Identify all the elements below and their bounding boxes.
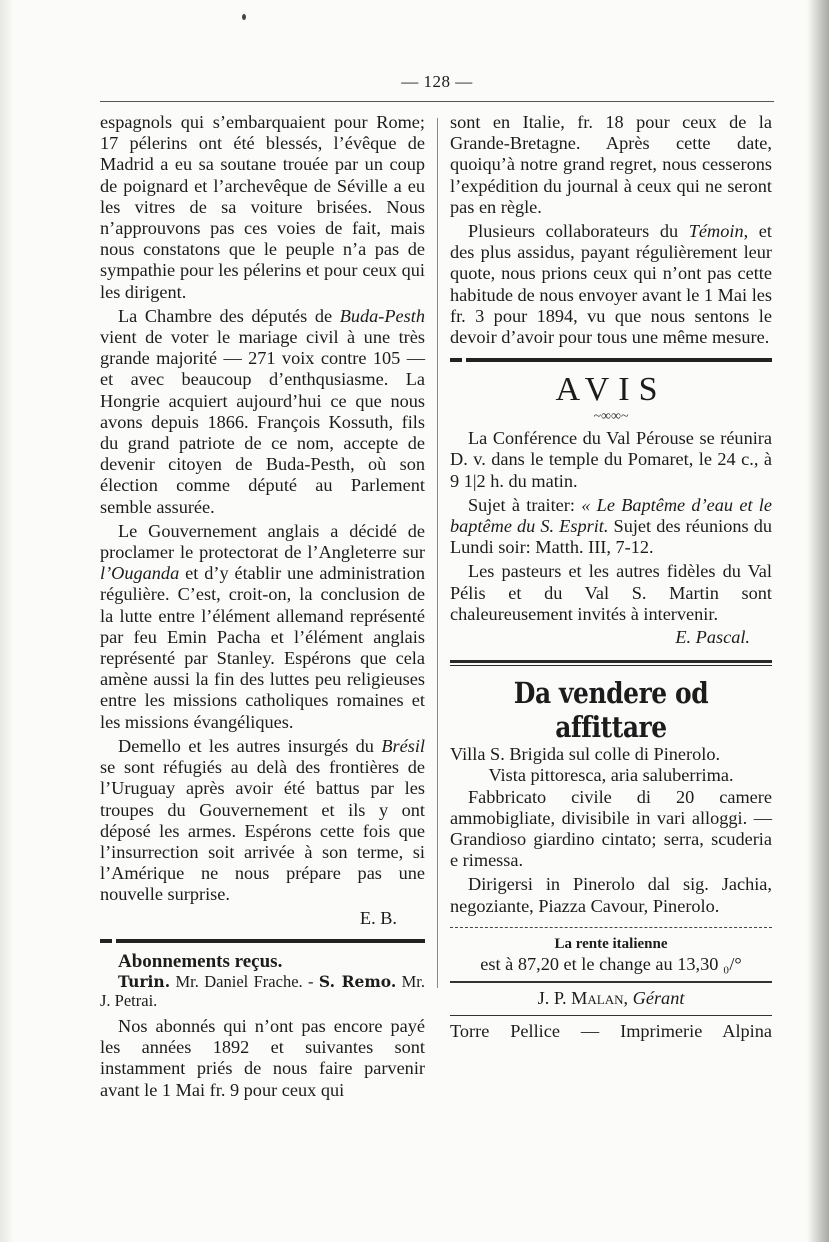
article-uganda-text-a: Le Gouvernement anglais a décidé de proclamer le protectorat de l’Angleterre sur xyxy=(100,520,425,563)
article-budapest-text-a: La Chambre des députés de xyxy=(118,305,340,326)
article-brazil-text-b: se sont réfugiés au delà des frontières de l’Uruguay après avoir été battus par les troupes du Gouvernement et ils y ont déposé les armes. Espérons cette fois que l’insurrection soit arrivée à son terme, si l’Amérique ne nous prépare pas une nouvelle surprise. xyxy=(100,757,425,905)
right-column xyxy=(450,112,772,1043)
subscription-notice-cont: sont en Italie, fr. 18 pour ceux de la Grande-Bretagne. Après cette date, quoiqu’à notre grand regret, nous cesserons l’expédition du journal à ceux qui ne seront pas en règle. xyxy=(450,112,772,217)
avis-subject-text: Sujet des réunions du Lundi soir: Matth. III, 7-12. xyxy=(450,516,772,558)
article-budapest-place: Buda-Pesth xyxy=(339,305,425,326)
column-divider xyxy=(437,118,438,988)
section-rule xyxy=(450,358,772,362)
article-brazil-place: Brésil xyxy=(381,735,425,756)
avis-signature: E. Pascal. xyxy=(675,627,750,648)
gerant-role: Gérant xyxy=(632,987,685,1008)
ad-line-1: Villa S. Brigida sul colle di Pinerolo. xyxy=(450,744,721,765)
collaborators-text-a: Plusieurs collaborateurs du xyxy=(468,221,689,242)
avis-conference: La Conférence du Val Pérouse se réunira D. v. dans le temple du Pomaret, le 24 c., à 9 1|2 h. du matin. xyxy=(450,428,772,491)
abonnement-name-2: Mr. J. Petrai. xyxy=(100,971,426,1010)
avis-subject-title: « Le Baptême d’eau et le baptême du S. Esprit. xyxy=(450,494,772,537)
section-rule-thin xyxy=(450,981,772,983)
abonnement-city-sremo: S. Remo. xyxy=(318,971,397,991)
page-edge-shadow-right xyxy=(807,0,829,1242)
ad-title: Da vendere od affittare xyxy=(513,676,709,745)
gerant-name: J. P. Malan, xyxy=(537,987,629,1008)
avis-subject-label: Sujet à traiter: xyxy=(468,494,582,515)
article-brazil-text-a: Demello et les autres insurgés du xyxy=(118,735,382,756)
ornament-icon: ~∞∞~ xyxy=(593,409,629,425)
collaborators-text-b: , et des plus assidus, payant régulièrement leur quote, nous prions ceux qui n’ont pas cette habitude de nous envoyer avant le 1 Mai les fr. 3 pour 1894, vu que nous sentons le devoir d’avoir pour tous une même mesure. xyxy=(450,221,773,348)
abonnements-list xyxy=(100,972,425,1010)
left-column xyxy=(100,112,425,1101)
avis-invitation: Les pasteurs et les autres fidèles du Val Pélis et du Val S. Martin sont chaleureusement invités à intervenir. xyxy=(450,561,772,624)
abonnements-title: Abonnements reçus. xyxy=(118,950,283,972)
imprint: Torre Pellice — Imprimerie Alpina xyxy=(450,1021,772,1042)
article-uganda-text-b: et d’y établir une administration régulière. C’est, croit-on, la conclusion de la lutte entre l’élément allemand représenté par feu Emin Pacha et l’élément anglais représenté par Stanley. Espérons que cela amène aussi la fin des luttes peu religieuses entre les missions catholiques romaines et les missions évangéliques. xyxy=(100,563,425,732)
avis-subject xyxy=(450,495,772,559)
page-edge-shadow-left xyxy=(0,0,14,1242)
journal-name: Témoin xyxy=(688,221,744,242)
article-pilgrims: espagnols qui s’embarquaient pour Rome; 17 pélerins ont été blessés, l’évêque de Madrid a eu sa soutane trouée par un coup de poignard et l’archevêque de Séville a eu les vitres de sa voiture brisées. Nous n’approuvons pas ces voies de fait, mais nous constatons que le peuple n’a pas de sympathie pour les pélerins et pour ceux qui les dirigent. xyxy=(100,112,425,302)
section-rule xyxy=(100,939,425,943)
article-uganda xyxy=(100,521,425,733)
ink-speck xyxy=(242,14,246,20)
percent-sign: ₀/° xyxy=(722,953,742,974)
article-brazil xyxy=(100,736,425,906)
rente-text xyxy=(450,954,772,975)
ad-line-2: Vista pittoresca, aria saluberrima. xyxy=(488,765,734,786)
abonnement-name-1: Mr. Daniel Frache. - xyxy=(170,971,319,991)
article-uganda-place: l’Ouganda xyxy=(100,563,180,584)
article-budapest xyxy=(100,306,425,518)
page-number: — 128 — xyxy=(401,72,473,91)
section-rule-double xyxy=(450,660,772,666)
article-budapest-text-b: vient de voter le mariage civil à une très grande majorité — 271 voix contre 105 — et avec beaucoup d’enthqusiasme. La Hongrie acquiert aujourd’hui ce que nous avons depuis 1866. François Kossuth, fils du grand patriote de ce nom, accepte de devenir citoyen de Buda-Pesth, où son élection comme député au Parlement semble assurée. xyxy=(100,327,425,517)
abonnements-notice: Nos abonnés qui n’ont pas encore payé les années 1892 et suivantes sont instamment priés de nous faire parvenir avant le 1 Mai fr. 9 pour ceux qui xyxy=(100,1015,425,1100)
header-rule xyxy=(100,101,774,102)
rente-value: est à 87,20 et le change au 13,30 xyxy=(480,953,719,974)
collaborators-notice xyxy=(450,221,772,348)
section-rule-dashed xyxy=(450,927,772,928)
ad-contact: Dirigersi in Pinerolo dal sig. Jachia, negoziante, Piazza Cavour, Pinerolo. xyxy=(450,874,772,916)
article-signature: E. B. xyxy=(359,907,397,928)
ad-description: Fabbricato civile di 20 camere ammobigliate, divisibile in vari alloggi. — Grandioso giardino cintato; serra, scuderia e rimessa. xyxy=(450,786,772,871)
rente-title: La rente italienne xyxy=(554,935,668,952)
abonnement-city-turin: Turin. xyxy=(118,971,171,991)
avis-title: AVIS xyxy=(555,371,667,409)
section-rule-thin xyxy=(450,1015,772,1017)
gerant-line xyxy=(450,988,772,1009)
